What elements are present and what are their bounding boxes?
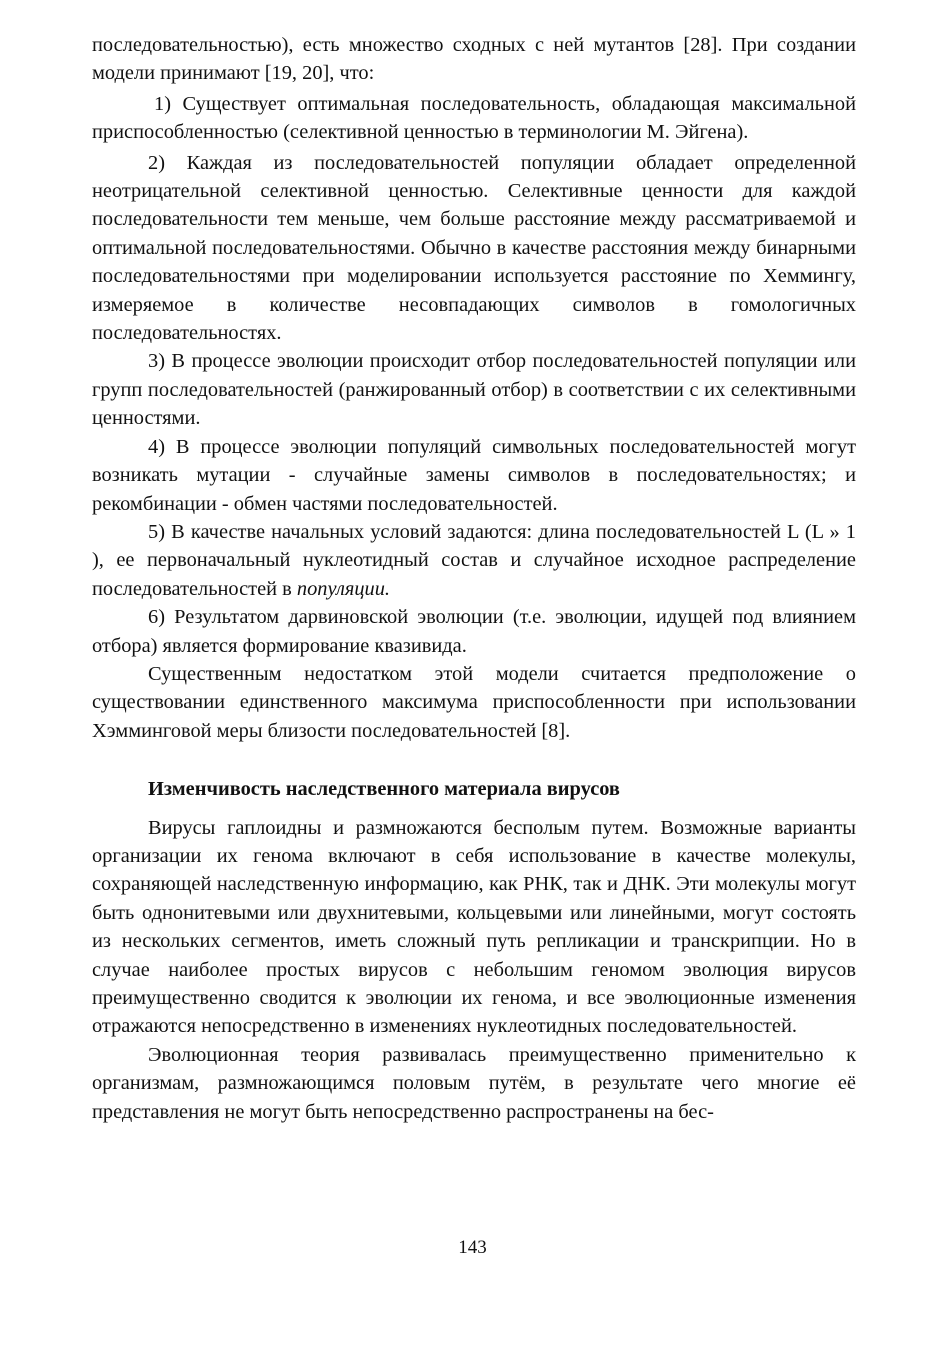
document-page bbox=[92, 31, 856, 1126]
paragraph-item-5-text: 5) В качестве начальных условий задаются: длина последовательностей L (L » 1 ), ее первоначальный нуклеотидный состав и случайное исходное распределение последовательностей в bbox=[92, 520, 856, 600]
section-heading: Изменчивость наследственного материала вирусов bbox=[148, 778, 620, 801]
page-number: 143 bbox=[458, 1237, 487, 1258]
paragraph-item-4: 4) В процессе эволюции популяций символьных последовательностей могут возникать мутации - случайные замены символов в последовательностях; и рекомбинации - обмен частями последовательностей. bbox=[92, 435, 856, 515]
paragraph-item-5-italic: популяции. bbox=[296, 577, 391, 600]
paragraph-item-1: 1) Существует оптимальная последовательность, обладающая максимальной приспособленностью (селективной ценностью в терминологии М. Эйгена). bbox=[92, 92, 856, 144]
paragraph-item-2: 2) Каждая из последовательностей популяции обладает определенной неотрицательной селективной ценностью. Селективные ценности для каждой последовательности тем меньше, чем больше расстояние между рассматриваемой и оптимальной последовательностями. Обычно в качестве расстояния между бинарными последовательностями при моделировании используется расстояние по Хеммингу, измеряемое в количестве несовпадающих символов в гомологичных последовательностях. bbox=[92, 151, 856, 345]
paragraph-evolution-theory: Эволюционная теория развивалась преимущественно применительно к организмам, размножающимся половым путём, в результате чего многие её представления не могут быть непосредственно распространены на бес- bbox=[92, 1043, 856, 1123]
paragraph-drawback: Существенным недостатком этой модели считается предположение о существовании единственного максимума приспособленности при использовании Хэмминговой меры близости последовательностей [8]. bbox=[92, 662, 856, 742]
paragraph-item-5 bbox=[92, 518, 856, 603]
paragraph-item-3: 3) В процессе эволюции происходит отбор последовательностей популяции или групп последовательностей (ранжированный отбор) в соответствии с их селективными ценностями. bbox=[92, 350, 856, 430]
paragraph-viruses: Вирусы гаплоидны и размножаются бесполым путем. Возможные варианты организации их генома включают в себя использование в качестве молекулы, сохраняющей наследственную информацию, как РНК, так и ДНК. Эти молекулы могут быть однонитевыми или двухнитевыми, кольцевыми или линейными, могут состоять из нескольких сегментов, иметь сложный путь репликации и транскрипции. Но в случае наиболее простых вирусов с небольшим геномом эволюция вирусов преимущественно сводится к эволюции их генома, и все эволюционные изменения отражаются непосредственно в изменениях нуклеотидных последовательностей. bbox=[92, 816, 856, 1038]
paragraph-item-6: 6) Результатом дарвиновской эволюции (т.е. эволюции, идущей под влиянием отбора) является формирование квазивида. bbox=[92, 606, 856, 657]
paragraph-intro: последовательностью), есть множество сходных с ней мутантов [28]. При создании модели принимают [19, 20], что: bbox=[92, 34, 856, 85]
